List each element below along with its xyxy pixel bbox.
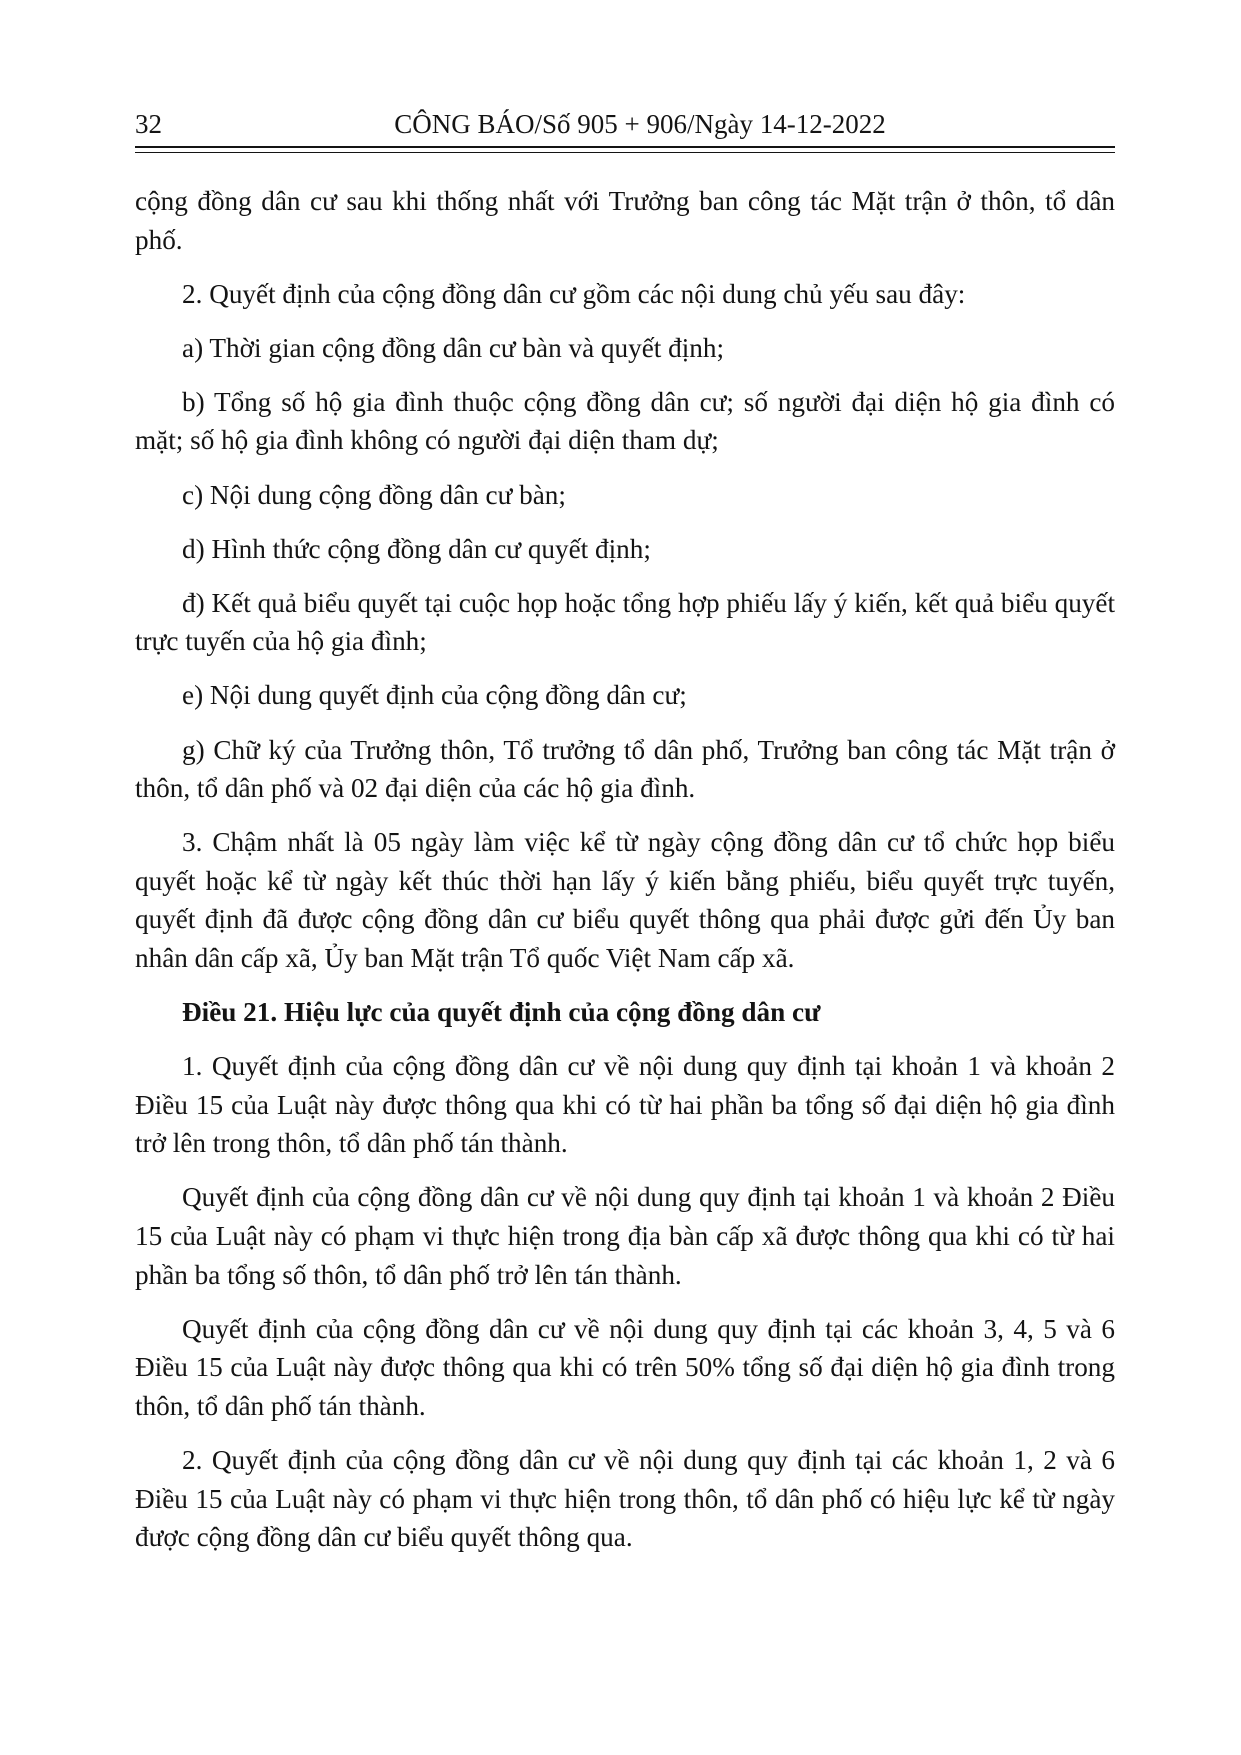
header-rule-thick bbox=[135, 146, 1115, 148]
document-body bbox=[135, 182, 1115, 1572]
paragraph-article21-clause-1: 1. Quyết định của cộng đồng dân cư về nội dung quy định tại khoản 1 và khoản 2 Điều 15 của Luật này được thông qua khi có từ hai phần ba tổng số đại diện hộ gia đình trở lên trong thôn, tổ dân phố tán thành. bbox=[135, 1051, 1115, 1159]
paragraph-item-g: g) Chữ ký của Trưởng thôn, Tổ trưởng tổ dân phố, Trưởng ban công tác Mặt trận ở thôn, tổ dân phố và 02 đại diện của các hộ gia đình. bbox=[135, 734, 1115, 804]
running-title: CÔNG BÁO/Số 905 + 906/Ngày 14-12-2022 bbox=[394, 109, 886, 139]
paragraph-item-b: b) Tổng số hộ gia đình thuộc cộng đồng dân cư; số người đại diện hộ gia đình có mặt; số hộ gia đình không có người đại diện tham dự; bbox=[135, 386, 1115, 456]
page-header bbox=[135, 106, 1115, 142]
paragraph-continuation: cộng đồng dân cư sau khi thống nhất với Trưởng ban công tác Mặt trận ở thôn, tổ dân phố. bbox=[135, 186, 1115, 255]
paragraph-clause-3: 3. Chậm nhất là 05 ngày làm việc kể từ ngày cộng đồng dân cư tổ chức họp biểu quyết hoặc kể từ ngày kết thúc thời hạn lấy ý kiến bằng phiếu, biểu quyết trực tuyến, quyết định đã được cộng đồng dân cư biểu quyết thông qua phải được gửi đến Ủy ban nhân dân cấp xã, Ủy ban Mặt trận Tổ quốc Việt Nam cấp xã. bbox=[135, 827, 1115, 973]
article-heading: Điều 21. Hiệu lực của quyết định của cộng đồng dân cư bbox=[182, 997, 821, 1028]
paragraph-article21-clause-1-c: Quyết định của cộng đồng dân cư về nội dung quy định tại các khoản 3, 4, 5 và 6 Điều 15 của Luật này được thông qua khi có trên 50% tổng số đại diện hộ gia đình trong thôn, tổ dân phố tán thành. bbox=[135, 1313, 1115, 1421]
paragraph-item-a: a) Thời gian cộng đồng dân cư bàn và quyết định; bbox=[182, 332, 725, 363]
paragraph-clause-2: 2. Quyết định của cộng đồng dân cư gồm các nội dung chủ yếu sau đây: bbox=[182, 278, 966, 309]
paragraph-article21-clause-2: 2. Quyết định của cộng đồng dân cư về nội dung quy định tại các khoản 1, 2 và 6 Điều 15 của Luật này có phạm vi thực hiện trong thôn, tổ dân phố có hiệu lực kể từ ngày được cộng đồng dân cư biểu quyết thông qua. bbox=[135, 1445, 1115, 1553]
paragraph-item-c: c) Nội dung cộng đồng dân cư bàn; bbox=[182, 479, 566, 510]
page-number: 32 bbox=[135, 109, 162, 139]
paragraph-item-dd: đ) Kết quả biểu quyết tại cuộc họp hoặc tổng hợp phiếu lấy ý kiến, kết quả biểu quyết trực tuyến của hộ gia đình; bbox=[135, 587, 1115, 657]
paragraph-article21-clause-1-b: Quyết định của cộng đồng dân cư về nội dung quy định tại khoản 1 và khoản 2 Điều 15 của Luật này có phạm vi thực hiện trong địa bàn cấp xã được thông qua khi có từ hai phần ba tổng số thôn, tổ dân phố trở lên tán thành. bbox=[135, 1182, 1115, 1290]
paragraph-item-e: e) Nội dung quyết định của cộng đồng dân cư; bbox=[182, 680, 687, 711]
header-rule-thin bbox=[135, 152, 1115, 153]
paragraph-item-d: d) Hình thức cộng đồng dân cư quyết định; bbox=[182, 533, 651, 564]
